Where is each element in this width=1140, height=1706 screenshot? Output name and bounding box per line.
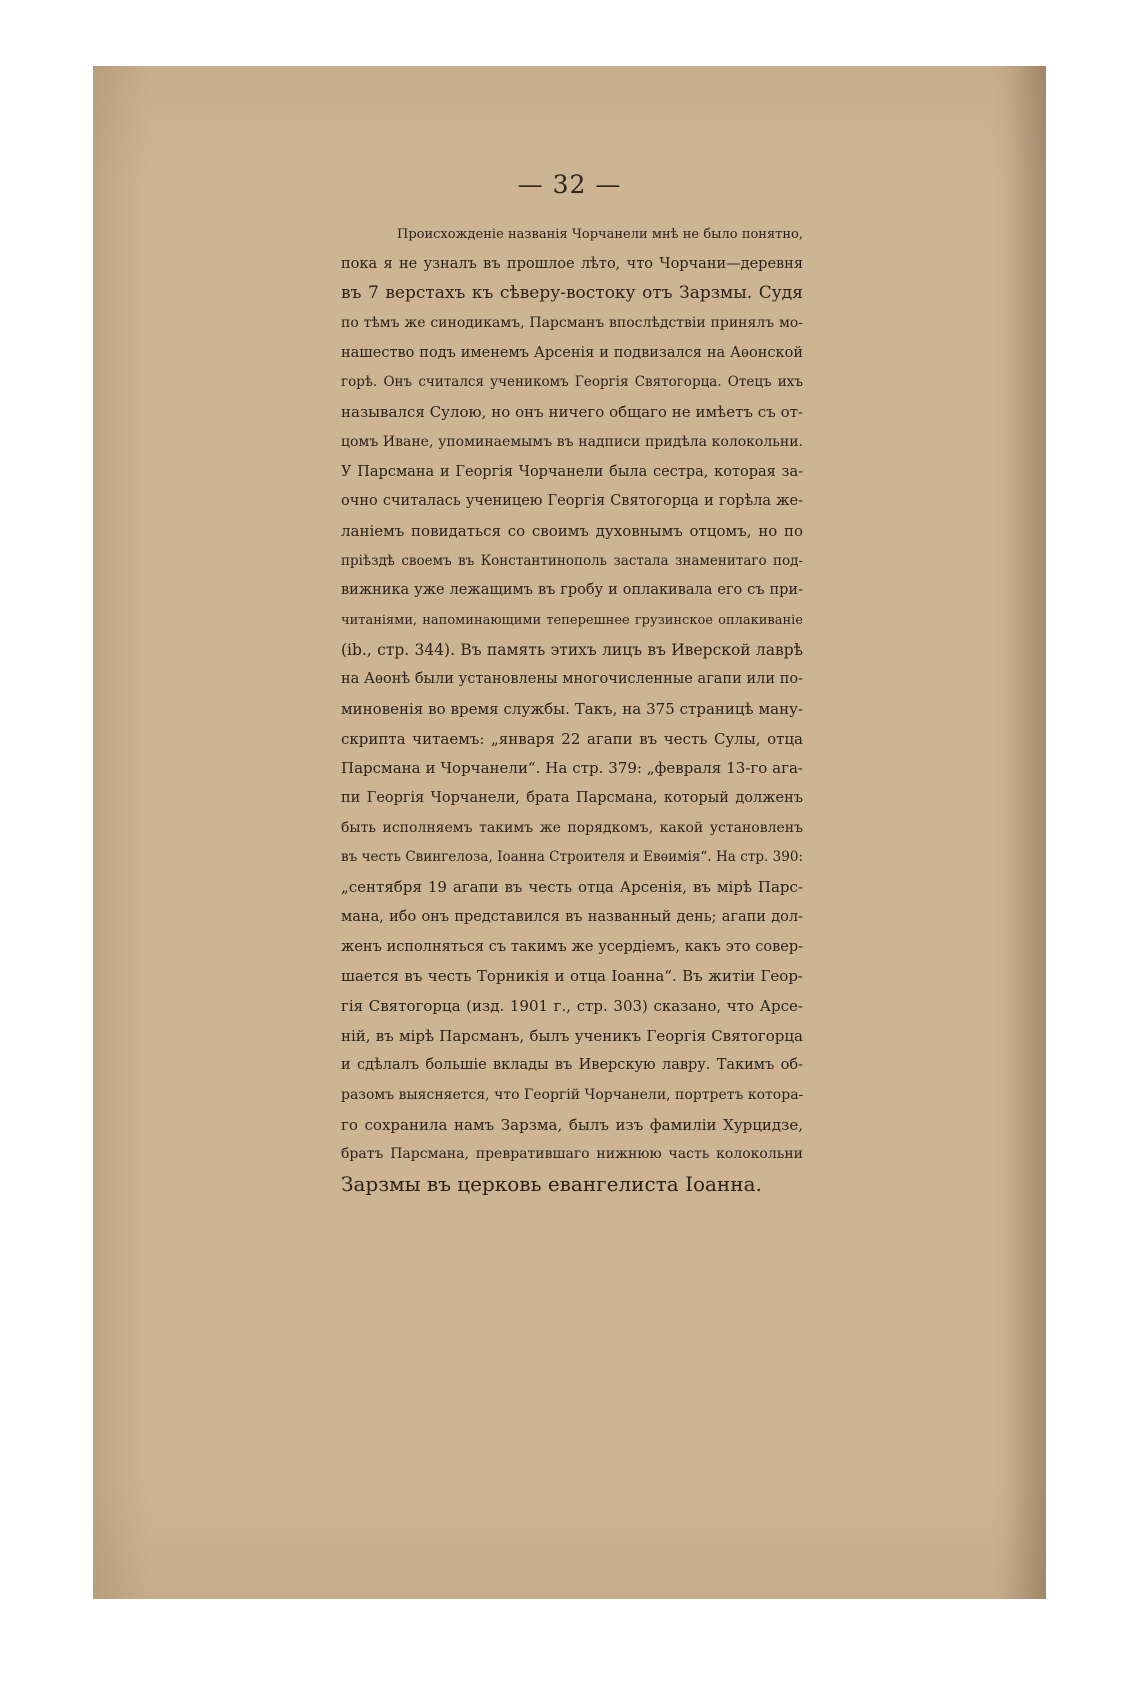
text-line: Происхожденіе названія Чорчанели мнѣ не было понятно, <box>397 227 803 242</box>
text-line: ній, въ мірѣ Парсманъ, былъ ученикъ Георгія Святогорца <box>341 1026 803 1045</box>
text-line: очно считалась ученицею Георгія Святогорца и горѣла же- <box>341 493 803 510</box>
text-line: на Аѳонѣ были установлены многочисленные агапи или по- <box>341 671 803 688</box>
text-line: по тѣмъ же синодикамъ, Парсманъ впослѣдствіи принялъ мо- <box>341 315 803 332</box>
page-edge-shadow <box>1006 66 1046 1599</box>
text-line: и сдѣлалъ большіе вклады въ Иверскую лавру. Такимъ об- <box>341 1057 803 1074</box>
text-line: нашество подъ именемъ Арсенія и подвизался на Аѳонской <box>341 344 803 361</box>
text-line: ланіемъ повидаться со своимъ духовнымъ отцомъ, но по <box>341 521 803 540</box>
text-line: пи Георгія Чорчанели, брата Парсмана, который долженъ <box>341 790 803 807</box>
text-line: У Парсмана и Георгія Чорчанели была сестра, которая за- <box>341 463 803 480</box>
text-line: назывался Сулою, но онъ ничего общаго не имѣетъ съ от- <box>341 403 803 422</box>
text-line: Парсмана и Чорчанели“. На стр. 379: „февраля 13-го ага- <box>341 759 803 778</box>
text-line: вижника уже лежащимъ въ гробу и оплакивала его съ при- <box>341 582 803 599</box>
body-text <box>341 220 803 1200</box>
text-line: шается въ честь Торникія и отца Іоанна“. Въ житіи Геор- <box>341 967 803 986</box>
text-line: братъ Парсмана, превратившаго нижнюю часть колокольни <box>341 1146 803 1163</box>
text-line: читаніями, напоминающими теперешнее грузинское оплакиваніе <box>341 612 803 628</box>
text-line: цомъ Иване, упоминаемымъ въ надписи придѣла колокольни. <box>341 433 803 450</box>
text-line: горѣ. Онъ считался ученикомъ Георгія Святогорца. Отецъ ихъ <box>341 374 803 391</box>
text-line: разомъ выясняется, что Георгій Чорчанели, портретъ котора- <box>341 1086 804 1103</box>
text-line: въ 7 верстахъ къ сѣверу-востоку отъ Зарзмы. Судя <box>341 283 803 304</box>
scanned-page <box>93 66 1046 1599</box>
text-line: пріѣздѣ своемъ въ Константинополь застала знаменитаго под- <box>341 552 803 569</box>
text-line: скрипта читаемъ: „января 22 агапи въ честь Сулы, отца <box>341 729 803 748</box>
text-line: женъ исполняться съ такимъ же усердіемъ, какъ это совер- <box>341 938 803 955</box>
text-line: гія Святогорца (изд. 1901 г., стр. 303) сказано, что Арсе- <box>341 996 803 1015</box>
text-line: миновенія во время службы. Такъ, на 375 страницѣ ману- <box>341 700 803 718</box>
text-line: мана, ибо онъ представился въ названный день; агапи дол- <box>341 908 803 925</box>
page-number: — 32 — <box>517 170 622 199</box>
text-line: пока я не узналъ въ прошлое лѣто, что Чорчани—деревня <box>341 255 803 272</box>
text-line: Зарзмы въ церковь евангелиста Іоанна. <box>341 1172 762 1196</box>
text-line: въ честь Свингелоза, Іоанна Строителя и Евѳимія“. На стр. 390: <box>341 849 803 866</box>
text-line: быть исполняемъ такимъ же порядкомъ, какой установленъ <box>341 819 803 836</box>
text-line: (ib., стр. 344). Въ память этихъ лицъ въ Иверской лаврѣ <box>341 640 803 659</box>
text-line: „сентября 19 агапи въ честь отца Арсенія, въ мірѣ Парс- <box>341 878 803 897</box>
text-line: го сохранила намъ Зарзма, былъ изъ фамиліи Хурцидзе, <box>341 1115 803 1134</box>
